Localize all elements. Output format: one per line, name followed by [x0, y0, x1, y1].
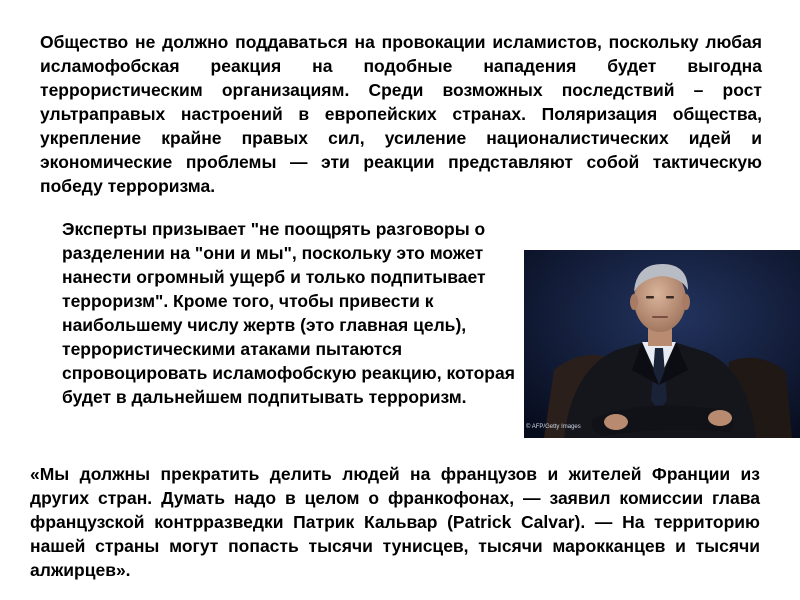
eye-right — [666, 296, 674, 299]
paragraph-experts: Эксперты призывает "не поощрять разговоры о разделении на "они и мы", поскольку это может нанести огромный ущерб и только подпитывает терроризм". Кроме того, чтобы привести к наибольшему числу жертв (это главная цель), террористическими атаками пытаются спровоцировать исламофобскую реакцию, которая будет в дальнейшем подпитывать терроризм. — [62, 219, 515, 407]
hand-right — [708, 410, 732, 426]
portrait-illustration — [524, 250, 800, 438]
ear-right — [682, 294, 690, 310]
hand-left — [604, 414, 628, 430]
photo-credit: © AFP/Getty Images — [526, 424, 581, 430]
paragraph-quote-calvar: «Мы должны прекратить делить людей на французов и жителей Франции из других стран. Думать надо в целом о франкофонах, — заявил комиссии глава французской контрразведки Патрик Кальвар (Patrick Calvar). — На территорию нашей страны могут попасть тысячи тунисцев, тысячи марокканцев и тысячи алжирцев». — [30, 464, 760, 580]
photo-patrick-calvar — [524, 250, 800, 438]
ear-left — [630, 294, 638, 310]
eye-left — [646, 296, 654, 299]
mouth — [652, 316, 668, 318]
paragraph-intro: Общество не должно поддаваться на провокации исламистов, поскольку любая исламофобская реакция на подобные нападения будет выгодна террористическим организациям. Среди возможных последствий – рост ультраправых настроений в европейских странах. Поляризация общества, укрепление крайне правых сил, усиление националистических идей и экономические проблемы — эти реакции представляют собой тактическую победу терроризма. — [40, 32, 762, 196]
